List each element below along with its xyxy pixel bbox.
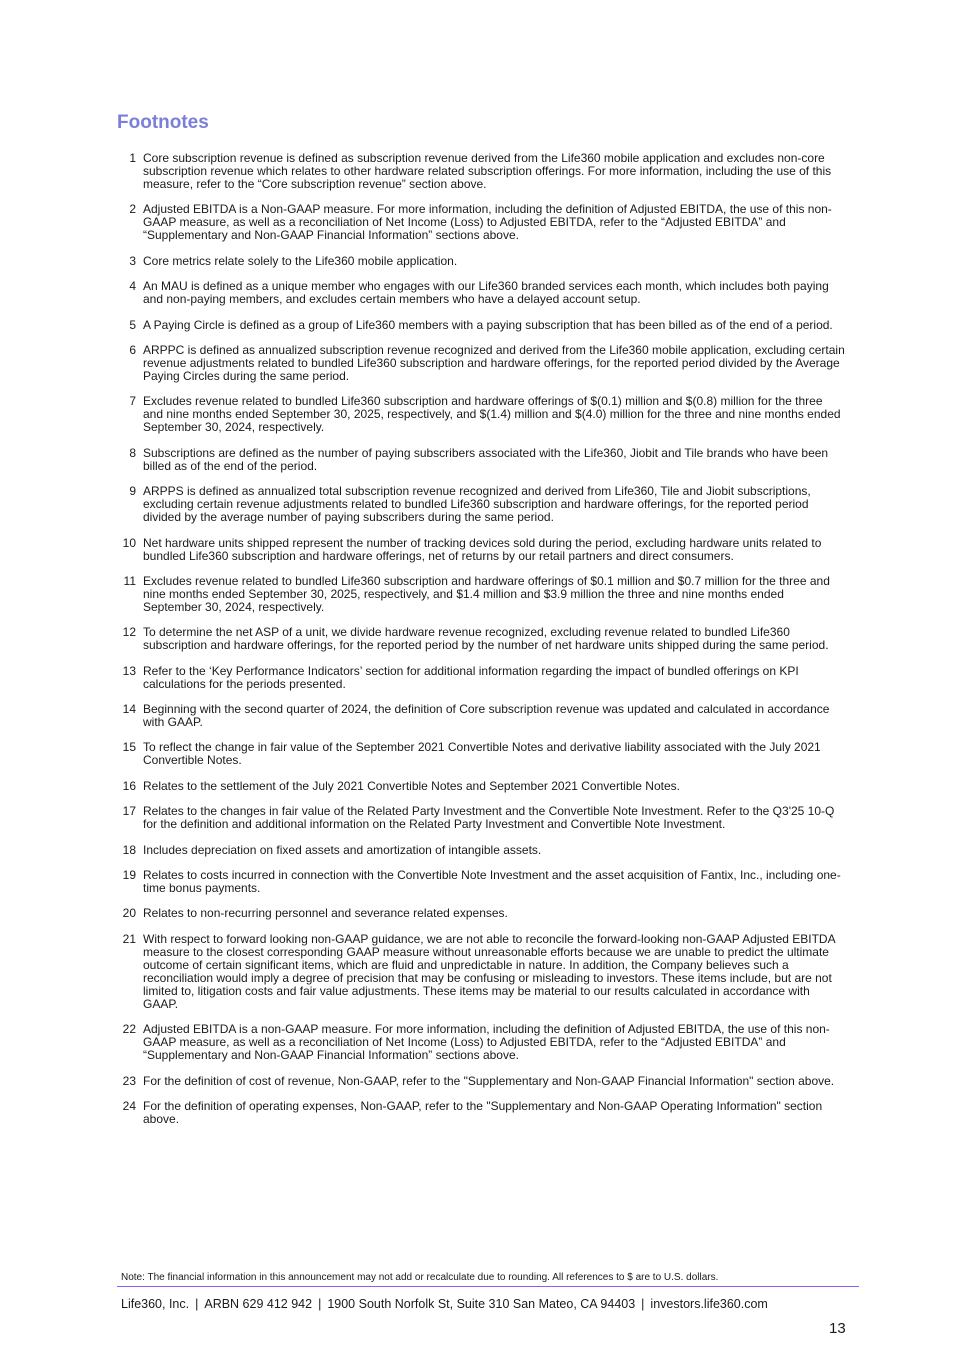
footnote-number: 4 (129, 279, 136, 294)
footnote-text: Excludes revenue related to bundled Life360 subscription and hardware offerings of $0.1 million and $0.7 million for the three and nine months ended September 30, 2025, respectively, and $1.4 million and $3.9 million the three and nine months ended September 30, 2024, respectively. (143, 573, 830, 614)
footnote-number: 5 (129, 317, 136, 332)
footnote-text: For the definition of cost of revenue, Non-GAAP, refer to the "Supplementary and Non-GAAP Financial Information" section above. (143, 1073, 835, 1088)
footnote-item (117, 485, 845, 524)
footnote-item (117, 1023, 845, 1062)
footnote-item (117, 319, 845, 332)
footnote-number: 2 (129, 202, 136, 217)
footnote-text: Adjusted EBITDA is a non-GAAP measure. For more information, including the definition of Adjusted EBITDA, the use of this non-GAAP measure, as well as a reconciliation of Net Income (Loss) to Adjusted EBITDA, refer to the “Adjusted EBITDA” and “Supplementary and Non-GAAP Financial Information” sections above. (143, 1022, 830, 1063)
footnote-item (117, 844, 845, 857)
footnote-item (117, 447, 845, 473)
footnote-text: Core metrics relate solely to the Life360 mobile application. (143, 253, 458, 268)
footnote-number: 6 (129, 342, 136, 357)
footnote-number: 19 (122, 868, 136, 883)
footnote-text: A Paying Circle is defined as a group of Life360 members with a paying subscription that has been billed as of the end of a period. (143, 317, 833, 332)
footnote-item (117, 395, 845, 434)
footnote-number: 7 (129, 394, 136, 409)
footnote-text: Excludes revenue related to bundled Life360 subscription and hardware offerings of $(0.1) million and $(0.8) million for the three and nine months ended September 30, 2025, respectively, and $(1.4) million and $(4.0) million for the three and nine months ended September 30, 2024, respectively. (143, 394, 841, 435)
footnote-text: Refer to the ‘Key Performance Indicators’ section for additional information regarding the impact of bundled offerings on KPI calculations for the periods presented. (143, 663, 799, 691)
footnote-number: 1 (129, 151, 136, 165)
footnote-text: With respect to forward looking non-GAAP guidance, we are not able to reconcile the forward-looking non-GAAP Adjusted EBITDA measure to the closest corresponding GAAP measure without unreasonable efforts because we are unable to predict the ultimate outcome of certain significant items, which are fluid and unpredictable in nature. In addition, the Company believes such a reconciliation would imply a degree of precision that may be confusing or misleading to investors. These items include, but are not limited to, litigation costs and fair value adjustments. These items may be material to our results calculated in accordance with GAAP. (143, 931, 835, 1011)
footnote-item (117, 152, 845, 191)
footnote-number: 21 (122, 931, 136, 946)
footnote-number: 13 (122, 663, 136, 678)
footnote-number: 11 (123, 573, 136, 588)
footer-separator: | (195, 1297, 199, 1311)
footnote-number: 8 (129, 445, 136, 460)
footer-arbn: ARBN 629 412 942 (204, 1297, 313, 1311)
footnote-text: Relates to the changes in fair value of the Related Party Investment and the Convertible Note Investment. Refer to the Q3'25 10-Q for the definition and additional information on the Related Party Investment and Convertible Note Investment. (143, 804, 835, 832)
company-footer (121, 1297, 768, 1311)
footnote-number: 9 (129, 484, 136, 499)
footnote-item (117, 741, 845, 767)
footnote-number: 22 (122, 1022, 136, 1037)
footnote-text: Relates to non-recurring personnel and severance related expenses. (143, 906, 508, 921)
footnote-number: 15 (122, 740, 136, 755)
footnote-text: Relates to the settlement of the July 2021 Convertible Notes and September 2021 Convertible Notes. (143, 778, 680, 793)
footer-separator: | (641, 1297, 645, 1311)
footnote-number: 24 (122, 1098, 136, 1113)
footnote-number: 23 (122, 1073, 136, 1088)
footer-address: 1900 South Norfolk St, Suite 310 San Mateo, CA 94403 (327, 1297, 636, 1311)
footnote-item (117, 907, 845, 920)
footnote-text: ARPPS is defined as annualized total subscription revenue recognized and derived from Life360, Tile and Jiobit subscriptions, excluding certain revenue adjustments related to bundled Life360 subscription and hardware offerings, for the reported period divided by the average number of paying subscribers during the same period. (143, 484, 811, 525)
footnote-item (117, 575, 845, 614)
footnote-text: To reflect the change in fair value of the September 2021 Convertible Notes and derivative liability associated with the July 2021 Convertible Notes. (143, 740, 821, 768)
footnote-text: For the definition of operating expenses, Non-GAAP, refer to the "Supplementary and Non-GAAP Operating Information" section above. (143, 1098, 823, 1126)
footnote-number: 16 (122, 778, 136, 793)
footnote-item (117, 626, 845, 652)
footnote-item (117, 869, 845, 895)
footnote-number: 14 (122, 702, 136, 717)
footnote-item (117, 280, 845, 306)
footnote-text: ARPPC is defined as annualized subscription revenue recognized and derived from the Life360 mobile application, excluding certain revenue adjustments related to bundled Life360 subscription and hardware offerings, for the reported period divided by the Average Paying Circles during the same period. (143, 342, 845, 383)
footnote-item (117, 1075, 845, 1088)
footnote-number: 18 (122, 842, 136, 857)
footnote-number: 17 (122, 804, 136, 819)
footer-website-link[interactable]: investors.life360.com (650, 1297, 768, 1311)
footnote-text: Net hardware units shipped represent the number of tracking devices sold during the period, excluding hardware units related to bundled Life360 subscription and hardware offerings, net of returns by our retail partners and direct consumers. (143, 535, 822, 563)
footnote-text: Subscriptions are defined as the number of paying subscribers associated with the Life360, Jiobit and Tile brands who have been billed as of the end of the period. (143, 445, 829, 473)
footer-divider (117, 1286, 859, 1287)
footnote-text: An MAU is defined as a unique member who engages with our Life360 branded services each month, which includes both paying and non-paying members, and excludes certain members who have a delayed account setup. (143, 279, 829, 307)
footnote-text: Beginning with the second quarter of 2024, the definition of Core subscription revenue was updated and calculated in accordance with GAAP. (143, 702, 830, 730)
footnote-item (117, 203, 845, 242)
footnote-text: To determine the net ASP of a unit, we divide hardware revenue recognized, excluding revenue related to bundled Life360 subscription and hardware offerings, for the reported period by the number of net hardware units shipped during the same period. (143, 625, 829, 653)
footnote-number: 20 (122, 906, 136, 921)
footnote-text: Core subscription revenue is defined as subscription revenue derived from the Life360 mobile application and excludes non-core subscription revenue which relates to other hardware related subscription offerings. For more information, including the use of this measure, refer to the “Core subscription revenue” section above. (143, 151, 832, 191)
page-number: 13 (829, 1320, 846, 1337)
footnote-list (117, 152, 845, 1138)
footnote-item (117, 344, 845, 383)
footnote-text: Includes depreciation on fixed assets and amortization of intangible assets. (143, 842, 542, 857)
footnote-item (117, 1100, 845, 1126)
footnote-item (117, 255, 845, 268)
footnote-number: 10 (122, 535, 136, 550)
footer-separator: | (318, 1297, 322, 1311)
footnote-item (117, 537, 845, 563)
section-heading: Footnotes (117, 112, 209, 133)
footnote-text: Relates to costs incurred in connection with the Convertible Note Investment and the asset acquisition of Fantix, Inc., including one-time bonus payments. (143, 868, 841, 896)
footer-company: Life360, Inc. (121, 1297, 190, 1311)
footnote-item (117, 933, 845, 1011)
footnote-text: Adjusted EBITDA is a Non-GAAP measure. For more information, including the definition of Adjusted EBITDA, the use of this non-GAAP measure, as well as a reconciliation of Net Income (Loss) to Adjusted EBITDA, refer to the “Adjusted EBITDA” and “Supplementary and Non-GAAP Financial Information” sections above. (143, 202, 832, 243)
footnote-item (117, 703, 845, 729)
rounding-disclaimer: Note: The financial information in this announcement may not add or recalculate due to rounding. All references to $ are to U.S. dollars. (121, 1272, 719, 1283)
footnote-item (117, 780, 845, 793)
footnote-number: 3 (129, 253, 136, 268)
footnote-item (117, 665, 845, 691)
footnote-number: 12 (122, 625, 136, 640)
footnote-item (117, 805, 845, 831)
